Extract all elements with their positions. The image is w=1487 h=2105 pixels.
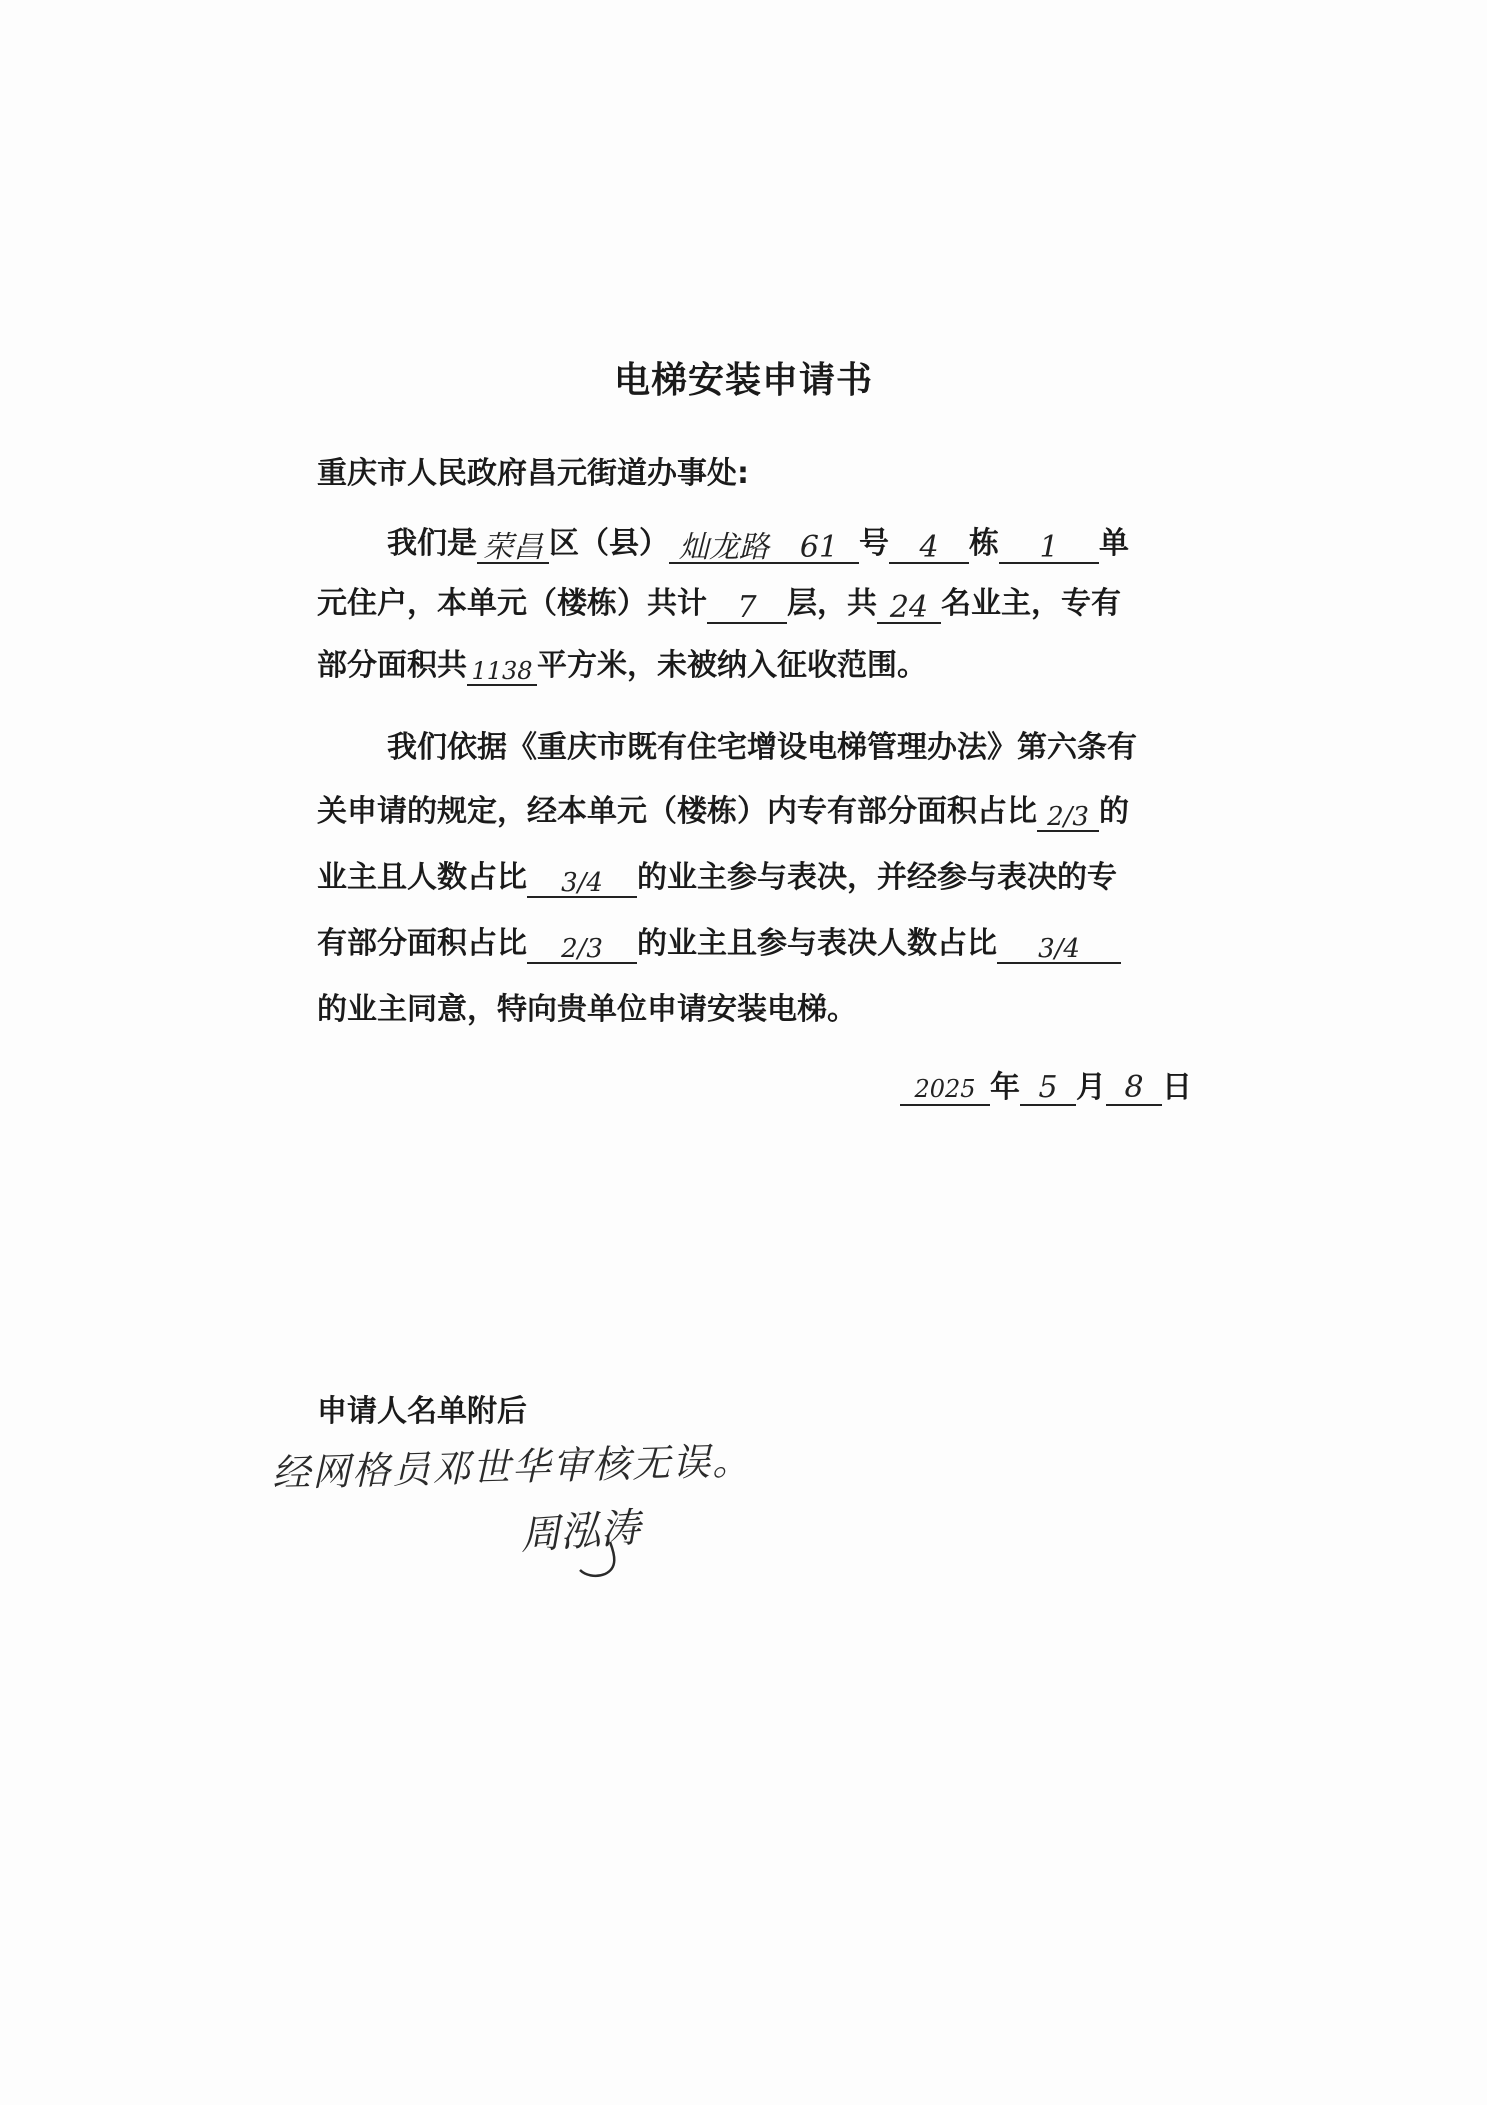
p2-line-5: 的业主同意，特向贵单位申请安装电梯。: [317, 992, 857, 1027]
p1-line-3: 部分面积共 1138 平方米，未被纳入征收范围。: [317, 648, 927, 685]
owners-field: 24: [877, 588, 941, 624]
year-field: 2025: [900, 1070, 990, 1106]
vote-people-ratio-field: 3/4: [997, 928, 1121, 964]
handwritten-signature: 周泓涛: [518, 1504, 642, 1560]
p1-line-2: 元住户，本单元（楼栋）共计 7 层，共 24 名业主，专有: [317, 586, 1121, 625]
handwritten-review-note: 经网格员邓世华审核无误。: [271, 1438, 753, 1496]
building-field: 4: [889, 528, 969, 564]
number-field: 61: [779, 528, 859, 564]
attachment-note: 申请人名单附后: [317, 1394, 527, 1429]
unit-field: 1: [999, 528, 1099, 564]
p1-line-1: 我们是 荣昌 区（县） 灿龙路 61 号 4 栋 1 单: [387, 526, 1129, 565]
signature-flourish-icon: [560, 1540, 630, 1580]
floors-field: 7: [707, 588, 787, 624]
date-line: 2025 年 5 月 8 日: [900, 1062, 1192, 1106]
district-field: 荣昌: [477, 528, 549, 564]
month-field: 5: [1020, 1070, 1076, 1106]
p2-line-3: 业主且人数占比 3/4 的业主参与表决，并经参与表决的专: [317, 860, 1117, 898]
road-field: 灿龙路: [669, 528, 779, 564]
day-field: 8: [1106, 1070, 1162, 1106]
area-field: 1138: [467, 650, 537, 686]
p2-line-2: 关申请的规定，经本单元（楼栋）内专有部分面积占比 2/3 的: [317, 794, 1129, 832]
p2-line-4: 有部分面积占比 2/3 的业主且参与表决人数占比 3/4: [317, 924, 1192, 964]
area-ratio-field: 2/3: [1037, 796, 1099, 832]
vote-area-ratio-field: 2/3: [527, 928, 637, 964]
recipient: 重庆市人民政府昌元街道办事处:: [317, 456, 749, 491]
p2-line-1: 我们依据《重庆市既有住宅增设电梯管理办法》第六条有: [387, 730, 1137, 765]
page-title: 电梯安装申请书: [613, 360, 873, 401]
people-ratio-field: 3/4: [527, 862, 637, 898]
